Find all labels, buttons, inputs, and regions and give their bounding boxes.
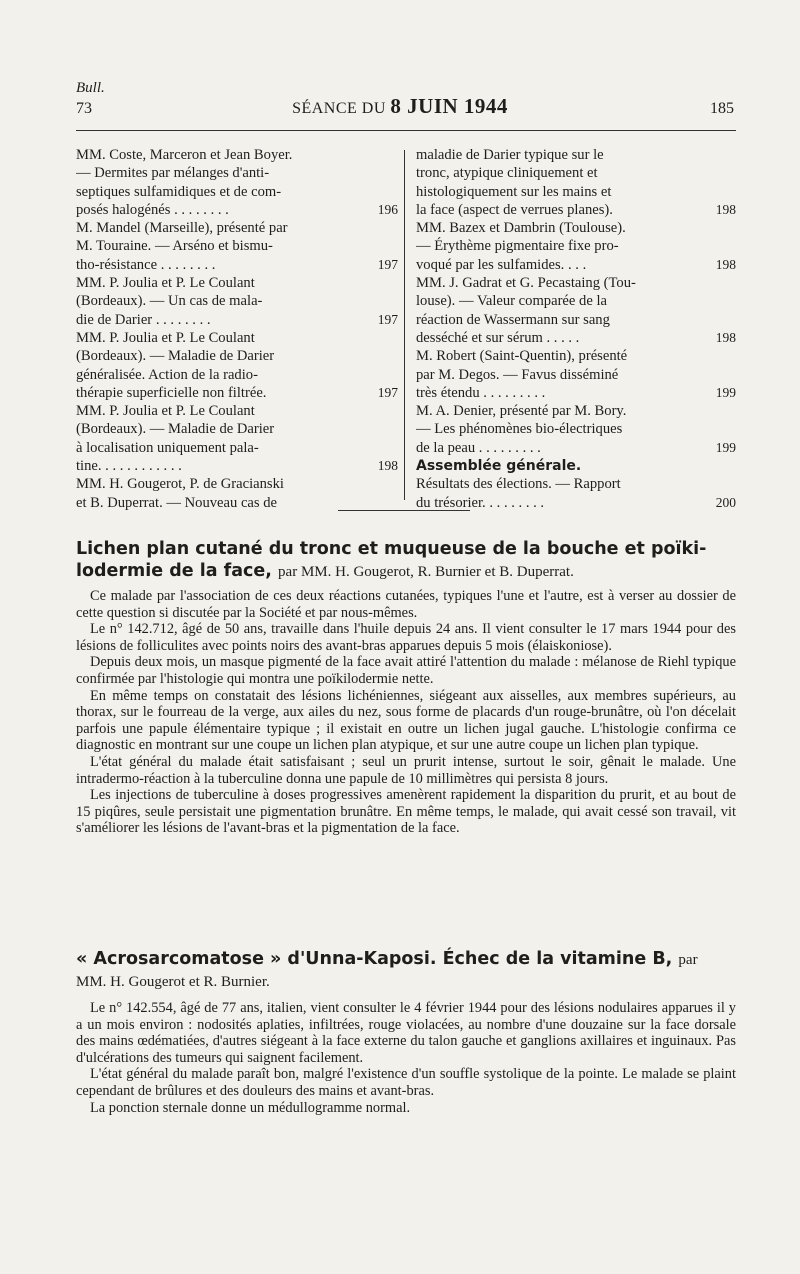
toc-entry [76,164,398,182]
toc-entry [416,274,736,292]
toc-entry-page [696,457,736,475]
header-rule [76,130,736,131]
issue-number: 73 [76,100,92,117]
toc-entry-text: M. Mandel (Marseille), présenté par [76,220,288,237]
toc-entry-page: 198 [715,329,736,345]
toc-entry [416,311,736,329]
paragraph: Depuis deux mois, un masque pigmenté de la face avait attiré l'attention du malade : mélanose de Riehl typique confirmée par l'histologie qui montra une poïkilodermie nette. [76,654,736,687]
toc-entry [416,347,736,365]
toc-entry-page [358,274,398,292]
article2-byline: MM. H. Gougerot et R. Burnier. [76,974,270,990]
running-title-date: 8 JUIN 1944 [390,94,508,118]
toc-entry-page [358,475,398,493]
paragraph: Ce malade par l'association de ces deux réactions cutanées, typiques l'une et l'autre, est à verser au dossier de cette question si discutée par la Société et par nous-mêmes. [76,588,736,621]
toc-entry-text: MM. P. Joulia et P. Le Coulant [76,275,255,292]
toc-entry-text: de la peau . . . . . . . . . [416,439,541,456]
paragraph: Le n° 142.554, âgé de 77 ans, italien, vient consulter le 4 février 1944 pour des lésions nodulaires apparues il y a un mois environ : nodosités aplaties, infiltrées, rouge violacées, au nombre d'une douzaine sur la face dorsale des mains œdématiées, d'autres siégeant à la face externe du talon gauche et ganglions axillaires et inguinaux. Pas d'ulcérations des tumeurs qui saignent facilement. [76,1000,736,1066]
article2-byline-par: par [678,952,698,968]
paragraph: Les injections de tuberculine à doses progressives amenèrent rapidement la disparition du prurit, et au bout de 15 piqûres, seule persistait une pigmentation brunâtre. En même temps, le malade, qui avait cessé son travail, vit s'améliorer les lésions de l'avant-bras et la pigmentation de la face. [76,787,736,837]
toc-entry [76,402,398,420]
toc-entry [76,347,398,365]
toc-column-divider [404,150,405,500]
toc-entry [416,457,736,475]
toc-entry [416,366,736,384]
toc-entry-page: 200 [715,494,736,510]
toc-entry-text: à localisation uniquement pala- [76,439,259,456]
toc-entry-page [358,329,398,347]
toc-entry-text: MM. Coste, Marceron et Jean Boyer. [76,147,293,163]
toc-entry-text: (Bordeaux). — Maladie de Darier [76,421,275,438]
toc-entry-page [358,439,398,457]
toc-entry-text: tho-résistance . . . . . . . . [76,256,216,273]
running-title [0,94,800,119]
toc-entry [416,420,736,438]
toc-entry-page [696,274,736,292]
article1-title-line2: lodermie de la face, [76,561,272,581]
paragraph: La ponction sternale donne un médullogramme normal. [90,1099,411,1116]
toc-entry [76,420,398,438]
page-number: 185 [710,100,734,117]
article1-title-line1: Lichen plan cutané du tronc et muqueuse de la bouche et poïki- [76,539,707,559]
toc-entry-text: — Dermites par mélanges d'anti- [76,165,270,182]
toc-entry-page: 198 [377,458,398,474]
toc-entry [416,402,736,420]
toc-entry-page [358,146,398,164]
toc-entry [76,457,398,475]
paragraph: Le n° 142.712, âgé de 50 ans, travaille dans l'huile depuis 24 ans. Il vient consulter le 17 mars 1944 pour des lésions de folliculites avec points noirs des avant-bras apparues depuis 5 mois (élaiskoniose). [76,621,736,654]
toc-entry-text: (Bordeaux). — Maladie de Darier [76,348,275,365]
toc-entry [76,219,398,237]
toc-entry [76,256,398,274]
toc-entry [416,164,736,182]
toc-entry-text: MM. H. Gougerot, P. de Gracianski [76,476,284,493]
toc-entry-text: posés halogénés . . . . . . . . [76,201,229,218]
toc-left-column [76,146,398,512]
toc-entry-text: louse). — Valeur comparée de la [416,293,607,310]
toc-entry-page: 198 [715,256,736,272]
toc-right-column [416,146,736,512]
toc-entry [76,183,398,201]
toc-entry [416,219,736,237]
toc-entry-page: 197 [377,384,398,400]
toc-entry [416,256,736,274]
toc-entry-page: 197 [377,311,398,327]
toc-entry-text: voqué par les sulfamides. . . . [416,256,587,273]
toc-entry-page: 199 [715,384,736,400]
toc-entry-text: (Bordeaux). — Un cas de mala- [76,293,263,310]
toc-entry [76,201,398,219]
toc-entry-text: et B. Duperrat. — Nouveau cas de [76,494,277,511]
toc-entry-text: tronc, atypique cliniquement et [416,165,598,182]
toc-entry-text: MM. J. Gadrat et G. Pecastaing (Tou- [416,275,636,292]
toc-entry-page [696,420,736,438]
toc-entry-text: die de Darier . . . . . . . . [76,311,211,328]
toc-entry-text: M. Robert (Saint-Quentin), présenté [416,348,628,365]
toc-entry-text: Assemblée générale. [416,458,582,475]
toc-entry [416,237,736,255]
journal-abbrev: Bull. [76,80,105,96]
section-rule [338,510,470,511]
toc-entry-page: 197 [377,256,398,272]
article1-title [76,538,736,583]
toc-entry-page [358,292,398,310]
toc-entry [416,201,736,219]
toc-entry [76,439,398,457]
toc-entry [416,292,736,310]
toc-entry-page [358,164,398,182]
toc-entry-page [358,420,398,438]
toc-entry-page [358,219,398,237]
toc-entry [416,384,736,402]
toc-entry-text: — Érythème pigmentaire fixe pro- [416,238,619,255]
toc-entry-page [358,347,398,365]
toc-entry [76,366,398,384]
article2-title-line1: « Acrosarcomatose » d'Unna-Kaposi. Échec de la vitamine B, [76,949,673,969]
toc-entry-page [696,219,736,237]
toc-entry [416,439,736,457]
toc-entry [416,475,736,493]
toc-entry-text: tine. . . . . . . . . . . . [76,458,182,475]
running-title-prefix: SÉANCE DU [292,100,386,117]
toc-entry-page [358,237,398,255]
toc-entry-text: — Les phénomènes bio-électriques [416,421,623,438]
toc-entry-text: M. A. Denier, présenté par M. Bory. [416,403,627,420]
toc-entry-text: Résultats des élections. — Rapport [416,476,621,493]
toc-entry-page [696,475,736,493]
toc-entry-text: très étendu . . . . . . . . . [416,384,546,401]
toc-entry-text: la face (aspect de verrues planes). [416,201,613,218]
toc-entry [416,146,736,164]
toc-entry-text: MM. P. Joulia et P. Le Coulant [76,403,255,420]
toc-entry [76,311,398,329]
toc-entry-text: septiques sulfamidiques et de com- [76,183,282,200]
toc-entry-page [696,311,736,329]
toc-entry-page: 198 [715,201,736,217]
paragraph: L'état général du malade paraît bon, malgré l'existence d'un souffle systolique de la pointe. Le malade se plaint cependant de brûlures et des douleurs des mains et avant-bras. [76,1066,736,1099]
paragraph: L'état général du malade était satisfaisant ; seul un prurit intense, surtout le soir, gênait le malade. Une intradermo-réaction à la tuberculine donna une papule de 10 millimètres qui persista 8 jours. [76,753,736,787]
toc-entry-page [696,347,736,365]
toc-entry [76,146,398,164]
toc-entry [76,475,398,493]
toc-entry-text: histologiquement sur les mains et [416,183,612,200]
toc-entry-text: thérapie superficielle non filtrée. [76,384,267,401]
toc-entry-page [358,402,398,420]
toc-entry-text: MM. Bazex et Dambrin (Toulouse). [416,220,626,237]
toc-entry-page [696,183,736,201]
toc-entry-page [358,366,398,384]
toc-entry-page [696,366,736,384]
toc-entry-page [696,164,736,182]
article2-title [76,948,736,993]
toc-entry-page [358,183,398,201]
toc-entry [416,183,736,201]
article1-byline: par MM. H. Gougerot, R. Burnier et B. Duperrat. [278,564,574,580]
toc-entry-page [696,292,736,310]
toc-entry-text: M. Touraine. — Arséno et bismu- [76,238,273,255]
toc-entry [76,274,398,292]
toc-entry-page [696,237,736,255]
toc-entry-page: 199 [715,439,736,455]
toc-entry [416,329,736,347]
toc-entry [76,329,398,347]
toc-entry-text: réaction de Wassermann sur sang [416,311,610,328]
toc-entry-page [696,402,736,420]
article2-body [76,1000,736,1116]
toc-entry-text: maladie de Darier typique sur le [416,147,604,163]
toc-entry-text: par M. Degos. — Favus disséminé [416,366,619,383]
toc-entry-page [696,146,736,164]
toc-entry-text: généralisée. Action de la radio- [76,366,258,383]
toc-entry-text: MM. P. Joulia et P. Le Coulant [76,329,255,346]
toc-entry [76,292,398,310]
toc-entry [76,237,398,255]
toc-entry [76,384,398,402]
article1-body [76,588,736,837]
toc-entry-text: desséché et sur sérum . . . . . [416,329,580,346]
toc-entry-page: 196 [377,201,398,217]
toc-entry-text: du trésorier. . . . . . . . . [416,494,545,511]
paragraph: En même temps on constatait des lésions lichéniennes, siégeant aux aisselles, aux membres supérieurs, au thorax, sur le fourreau de la verge, aux ailes du nez, sous forme de placards d'un rouge-brunâtre, où l'on décelait parfois une papule élémentaire typique ; il existait en outre un lichen jugal gauche. L'histologie confirma ce diagnostic en montrant sur une coupe un lichen plan atypique, et sur une autre coupe un lichen plan typique. [76,687,736,754]
